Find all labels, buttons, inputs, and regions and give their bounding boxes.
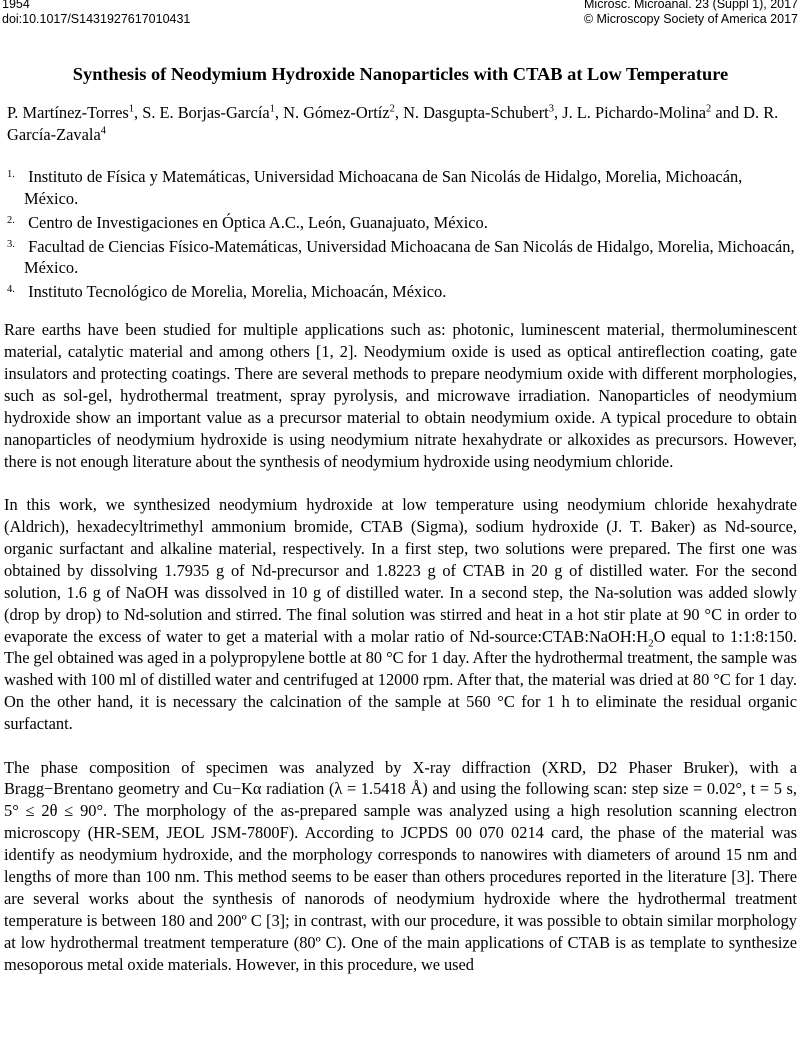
author-name: N. Dasgupta-Schubert [403, 103, 549, 122]
affiliation-text: Facultad de Ciencias Físico-Matemáticas, Universidad Michoacana de San Nicolás de Hidalgo, Morelia, Michoacán, México. [24, 236, 795, 278]
author-affiliation-mark: 2 [389, 103, 395, 115]
paragraph-synthesis-text-a: In this work, we synthesized neodymium hydroxide at low temperature using neodymium chloride hexahydrate (Aldrich), hexadecyltrimethyl ammonium bromide, CTAB (Sigma), sodium hydroxide (J. T. Baker) as Nd-source, organic surfactant and alkaline material, respectively. In a first step, two solutions were prepared. The first one was obtained by dissolving 1.7935 g of Nd-precursor and 1.8223 g of CTAB in 20 g of distilled water. For the second solution, 1.6 g of NaOH was dissolved in 10 g of distilled water. In a second step, the Na-solution was added slowly (drop by drop) to Nd-solution and stirred. The final solution was stirred and heat in a hot stir plate at 90 °C in order to evaporate the excess of water to get a material with a molar ratio of Nd-source:CTAB:NaOH:H [4, 495, 797, 646]
running-head [0, 0, 800, 34]
author-name: S. E. Borjas-García [142, 103, 270, 122]
affiliation-number: 1. [7, 168, 15, 180]
paragraph-characterization: The phase composition of specimen was analyzed by X-ray diffraction (XRD, D2 Phaser Bruker), with a Bragg−Brentano geometry and Cu−Kα radiation (λ = 1.5418 Å) and using the following scan: step size = 0.02°, t = 5 s, 5° ≤ 2θ ≤ 90°. The morphology of the as-prepared sample was analyzed using a high resolution scanning electron microscopy (HR-SEM, JEOL JSM-7800F). According to JCPDS 00 070 0214 card, the phase of the material was identify as neodymium hydroxide, and the morphology corresponds to nanowires with diameters of around 15 nm and lengths of more than 100 nm. This method seems to be easer than others procedures reported in the literature [3]. There are several works about the synthesis of nanorods of neodymium hydroxide where the hydrothermal treatment temperature is between 180 and 200º C [3]; in contrast, with our procedure, it was possible to obtain similar morphology at low hydrothermal treatment temperature (80º C). One of the main applications of CTAB is as template to synthesize mesoporous metal oxide materials. However, in this procedure, we used [4, 757, 797, 974]
affiliation-number: 3. [7, 238, 15, 250]
affiliation-text: Instituto de Física y Matemáticas, Universidad Michoacana de San Nicolás de Hidalgo, Morelia, Michoacán, México. [24, 166, 743, 208]
author-separator: and [711, 103, 744, 122]
affiliation-number: 2. [7, 214, 15, 226]
author-name: P. Martínez-Torres [7, 103, 129, 122]
paragraph-introduction: Rare earths have been studied for multiple applications such as: photonic, luminescent material, thermoluminescent material, catalytic material and among others [1, 2]. Neodymium oxide is used as optical antireflection coating, gate insulators and protecting coatings. There are several methods to prepare neodymium oxide with different morphologies, such as sol-gel, hydrothermal treatment, spray pyrolysis, and microwave irradiation. Nanoparticles of neodymium hydroxide show an important value as a precursor material to obtain neodymium oxide. A typical procedure to obtain nanoparticles of neodymium hydroxide is using neodymium nitrate hexahydrate or alkoxides as precursors. However, there is not enough literature about the synthesis of neodymium hydroxide using neodymium chloride. [4, 320, 797, 471]
author-separator: , [274, 103, 284, 122]
journal-citation: Microsc. Microanal. 23 (Suppl 1), 2017 [584, 0, 798, 11]
affiliation-item [7, 166, 797, 210]
author-list [4, 102, 797, 146]
author-affiliation-mark: 1 [128, 103, 134, 115]
author-name: J. L. Pichardo-Molina [562, 103, 707, 122]
affiliation-text: Centro de Investigaciones en Óptica A.C., León, Guanajuato, México. [28, 212, 488, 232]
affiliation-item [7, 236, 797, 280]
subscript-two: 2 [648, 636, 654, 649]
paragraph-synthesis [4, 494, 797, 735]
page-number: 1954 [2, 0, 30, 11]
paper-title: Synthesis of Neodymium Hydroxide Nanoparticles with CTAB at Low Temperature [72, 64, 729, 84]
author-affiliation-mark: 1 [269, 103, 275, 115]
author-separator: , [134, 103, 143, 122]
copyright: © Microscopy Society of America 2017 [583, 12, 798, 26]
author-separator: , [394, 103, 404, 122]
running-head-right [584, 0, 798, 27]
affiliation-list [4, 166, 797, 303]
running-head-left [2, 0, 190, 27]
author-affiliation-mark: 3 [548, 103, 554, 115]
affiliation-item [7, 281, 797, 303]
article-body [4, 62, 797, 997]
doi: doi:10.1017/S1431927617010431 [2, 12, 191, 26]
author-affiliation-mark: 4 [100, 125, 106, 137]
author-separator: , [553, 103, 563, 122]
author-name: N. Gómez-Ortíz [283, 103, 390, 122]
affiliation-number: 4. [7, 284, 15, 296]
affiliation-text: Instituto Tecnológico de Morelia, Morelia, Michoacán, México. [28, 282, 447, 302]
paragraph-synthesis-text-b: O equal to 1:1:8:150. The gel obtained was aged in a polypropylene bottle at 80 °C for 1 day. After the hydrothermal treatment, the sample was washed with 100 ml of distilled water and centrifuged at 12000 rpm. After that, the material was dried at 80 °C for 1 day. On the other hand, it is necessary the calcination of the sample at 560 °C for 1 h to eliminate the residual organic surfactant. [4, 626, 797, 734]
author-affiliation-mark: 2 [706, 103, 712, 115]
affiliation-item [7, 212, 797, 234]
author-name: D. R. García-Zavala [7, 103, 779, 144]
